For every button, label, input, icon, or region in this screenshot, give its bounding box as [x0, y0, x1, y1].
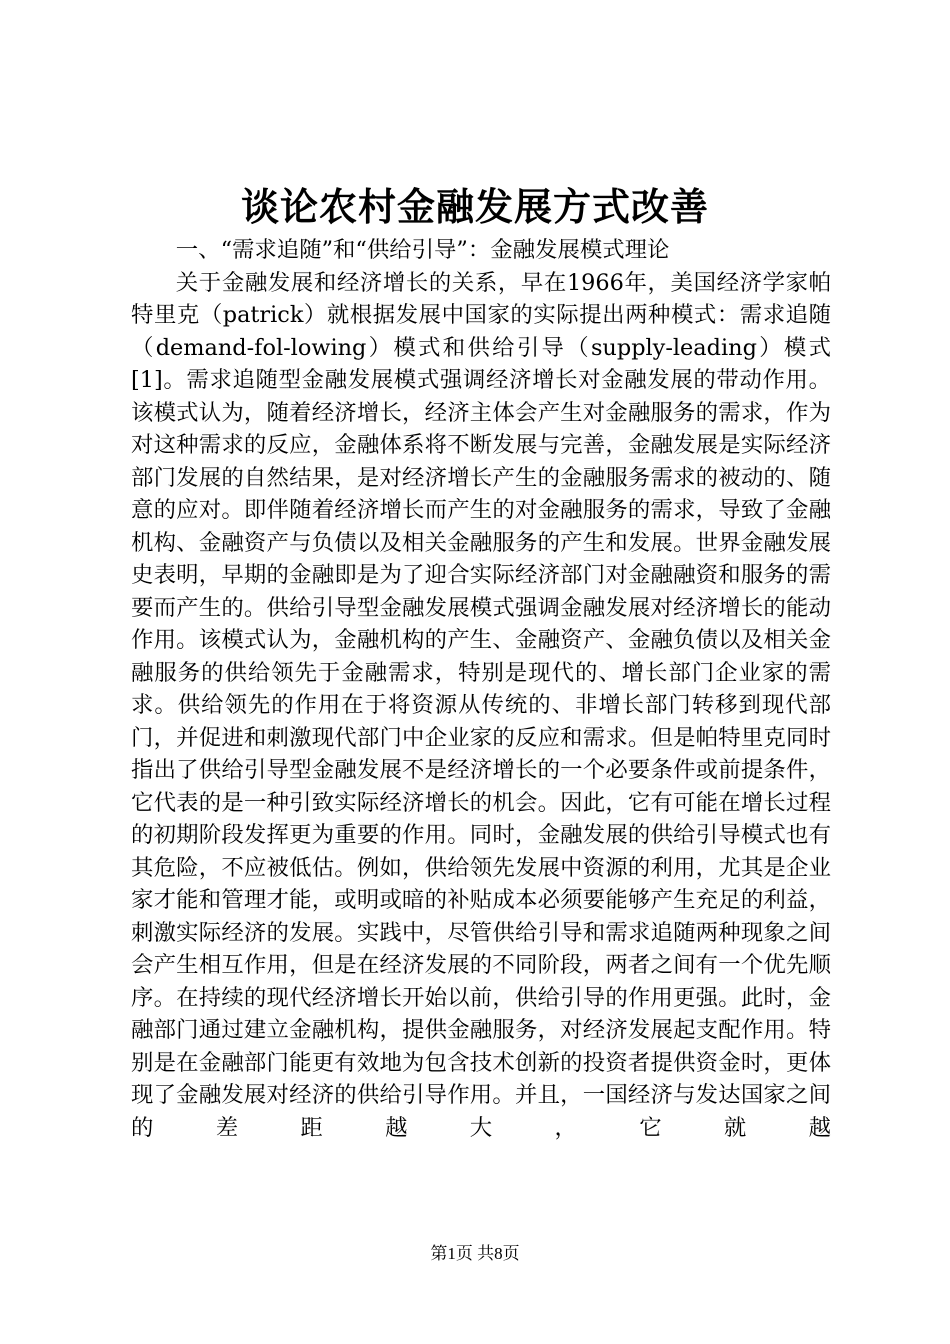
document-body [131, 234, 831, 1144]
section-heading: 一、“需求追随”和“供给引导”：金融发展模式理论 [175, 237, 670, 263]
body-paragraph: 关于金融发展和经济增长的关系，早在1966年，美国经济学家帕特里克（patrick）就根据发展中国家的实际提出两种模式：需求追随（demand-fol-lowing）模式和供给引导（supply-leading）模式[1]。需求追随型金融发展模式强调经济增长对金融发展的带动作用。该模式认为，随着经济增长，经济主体会产生对金融服务的需求，作为对这种需求的反应，金融体系将不断发展与完善，金融发展是实际经济部门发展的自然结果，是对经济增长产生的金融服务需求的被动的、随意的应对。即伴随着经济增长而产生的对金融服务的需求，导致了金融机构、金融资产与负债以及相关金融服务的产生和发展。世界金融发展史表明，早期的金融即是为了迎合实际经济部门对金融融资和服务的需要而产生的。供给引导型金融发展模式强调金融发展对经济增长的能动作用。该模式认为，金融机构的产生、金融资产、金融负债以及相关金融服务的供给领先于金融需求，特别是现代的、增长部门企业家的需求。供给领先的作用在于将资源从传统的、非增长部门转移到现代部门，并促进和刺激现代部门中企业家的反应和需求。但是帕特里克同时指出了供给引导型金融发展不是经济增长的一个必要条件或前提条件，它代表的是一种引致实际经济增长的机会。因此，它有可能在增长过程的初期阶段发挥更为重要的作用。同时，金融发展的供给引导模式也有其危险，不应被低估。例如，供给领先发展中资源的利用，尤其是企业家才能和管理才能，或明或暗的补贴成本必须要能够产生充足的利益，刺激实际经济的发展。实践中，尽管供给引导和需求追随两种现象之间会产生相互作用，但是在经济发展的不同阶段，两者之间有一个优先顺序。在持续的现代经济增长开始以前，供给引导的作用更强。此时，金融部门通过建立金融机构，提供金融服务，对经济发展起支配作用。特别是在金融部门能更有效地为包含技术创新的投资者提供资金时，更体现了金融发展对经济的供给引导作用。并且，一国经济与发达国家之间的差距越大，它就越 [131, 269, 831, 1141]
page-footer: 第1页 共8页 [430, 1244, 520, 1263]
document-title: 谈论农村金融发展方式改善 [240, 184, 709, 229]
